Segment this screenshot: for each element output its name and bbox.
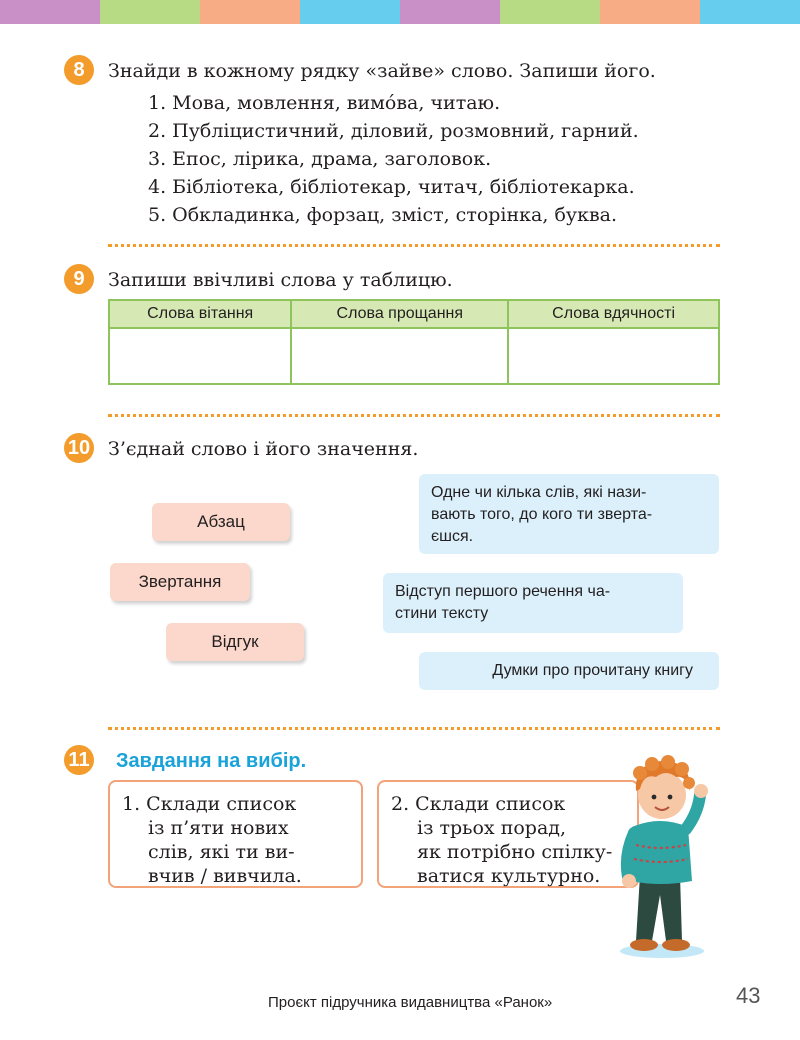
meaning-line: вають того, до кого ти зверта- (431, 506, 653, 523)
card-line: 2. Склади список (391, 793, 566, 815)
color-stripe (500, 0, 600, 24)
task-9-badge: 9 (64, 264, 94, 294)
meaning-line: Відступ першого речення ча- (395, 583, 611, 600)
dotted-divider (108, 244, 720, 247)
header-gratitude: Слова вдячності (508, 300, 719, 328)
meaning-card-address[interactable] (419, 474, 719, 554)
footer-publisher: Проєкт підручника видавництва «Ранок» (268, 994, 553, 1011)
word-card-vidhuk[interactable]: Відгук (166, 623, 304, 661)
color-stripe (200, 0, 300, 24)
card-line: ватися культурно. (417, 865, 601, 887)
boy-illustration (600, 755, 730, 960)
meaning-line: стини тексту (395, 605, 489, 622)
cell-farewell[interactable] (291, 328, 508, 384)
cell-gratitude[interactable] (508, 328, 719, 384)
color-stripe (400, 0, 500, 24)
card-line: із п’яти нових (148, 817, 289, 839)
card-line: як потрібно спілку- (417, 841, 613, 863)
dotted-divider (108, 727, 720, 730)
card-line: вчив / вивчила. (148, 865, 302, 887)
task-10-instruction: З’єднай слово і його значення. (108, 438, 419, 460)
card-line: слів, які ти ви- (148, 841, 295, 863)
task-8-list (148, 89, 639, 229)
header-farewell: Слова прощання (291, 300, 508, 328)
meaning-line: Думки про прочитану книгу (492, 662, 693, 679)
task-9-instruction: Запиши ввічливі слова у таблицю. (108, 269, 453, 291)
task-8-instruction: Знайди в кожному рядку «зайве» слово. Запиши його. (108, 60, 656, 82)
list-item: 5. Обкладинка, форзац, зміст, сторінка, буква. (148, 204, 618, 226)
color-stripe (0, 0, 100, 24)
task-11-badge: 11 (64, 745, 94, 775)
polite-words-table (108, 299, 720, 385)
word-card-abzac[interactable]: Абзац (152, 503, 290, 541)
color-stripe (300, 0, 400, 24)
page-number: 43 (736, 983, 761, 1008)
color-stripe (600, 0, 700, 24)
list-item: 3. Епос, лірика, драма, заголовок. (148, 148, 492, 170)
task-11-title: Завдання на вибір. (116, 750, 307, 772)
top-color-bar (0, 0, 800, 24)
word-card-zvertannia[interactable]: Звертання (110, 563, 250, 601)
meaning-card-paragraph[interactable] (383, 573, 683, 633)
task-8-badge: 8 (64, 55, 94, 85)
list-item: 4. Бібліотека, бібліотекар, читач, бібліотекарка. (148, 176, 635, 198)
meaning-card-review[interactable] (419, 652, 719, 690)
task-10-badge: 10 (64, 433, 94, 463)
color-stripe (700, 0, 800, 24)
cell-greeting[interactable] (109, 328, 291, 384)
header-greeting: Слова вітання (109, 300, 291, 328)
card-line: 1. Склади список (122, 793, 297, 815)
list-item: 1. Мова, мовлення, вимо́ва, читаю. (148, 92, 501, 114)
meaning-line: єшся. (431, 528, 474, 545)
color-stripe (100, 0, 200, 24)
card-line: із трьох порад, (417, 817, 567, 839)
dotted-divider (108, 414, 720, 417)
meaning-line: Одне чи кілька слів, які нази- (431, 484, 647, 501)
list-item: 2. Публіцистичний, діловий, розмовний, гарний. (148, 120, 639, 142)
choice-card-1[interactable] (108, 780, 363, 888)
